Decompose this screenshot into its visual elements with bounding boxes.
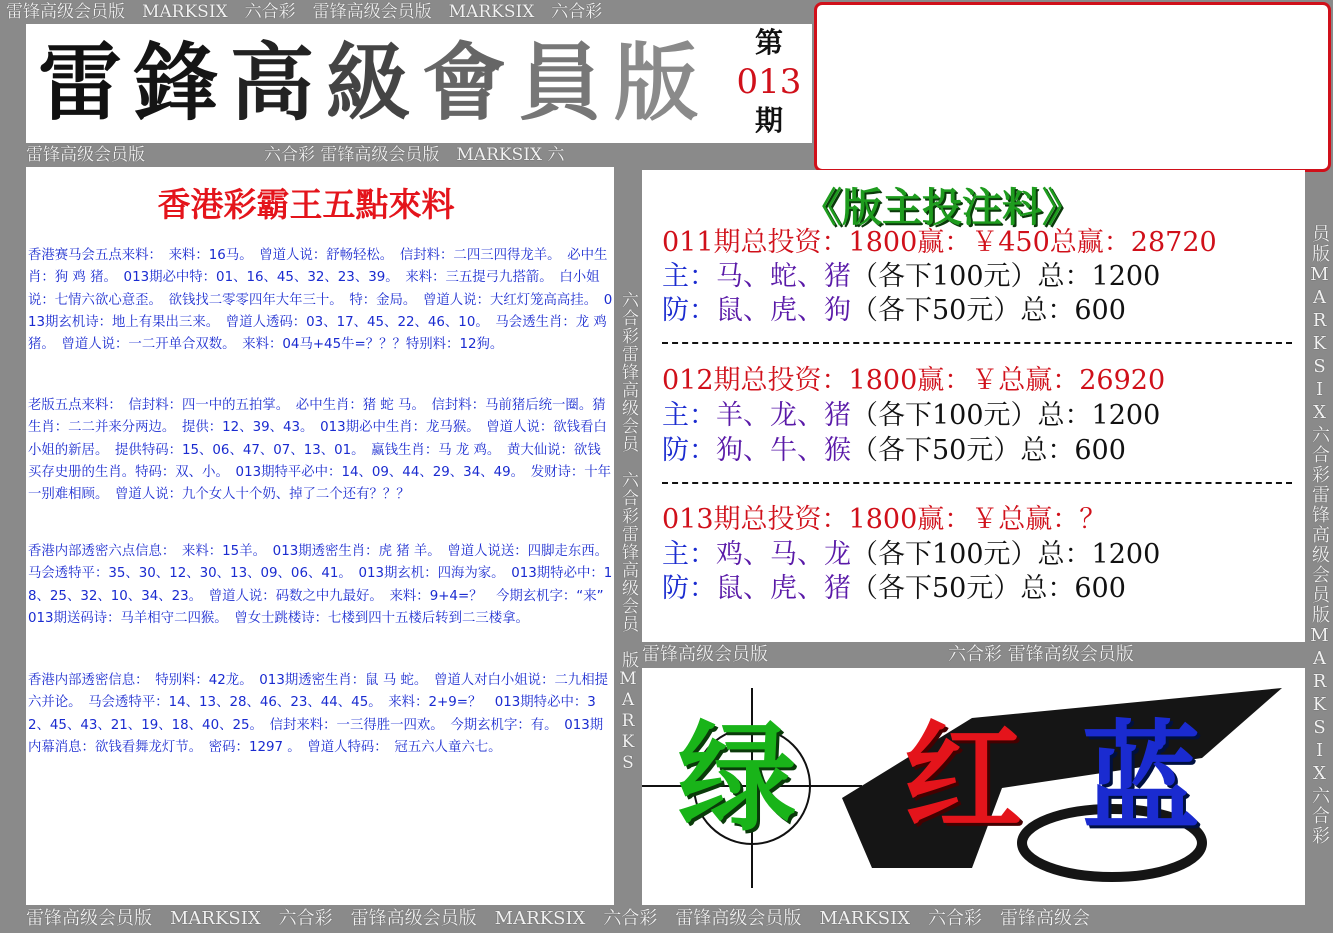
defense-picks-row	[662, 434, 1126, 468]
paragraph: 香港内部透密六点信息： 来料：15羊。 013期透密生肖：虎 猪 羊。 曾道人说送：四脚走东西。 马会透特平：35、30、12、30、13、09、06、41。 013期玄机：四海为家。 013期特必中：18、25、32、10、34、23。 曾道人说：码数之中九最好。 来料：9+4=？ 今期玄机字：“来” 013期送码诗：马羊相守二四猴。 曾女士跳楼诗：七楼到四十五楼后转到二三楼拿。	[28, 544, 617, 626]
issue-prefix: 第	[754, 26, 783, 59]
main-label: 主：	[662, 261, 716, 292]
left-panel	[26, 167, 617, 905]
watermark-mid-right: 雷锋高级会员版 六合彩 雷锋高级会员版	[642, 644, 1134, 665]
paragraph: 老版五点来料： 信封料：四一中的五拍掌。 必中生肖：猪 蛇 马。 信封料：马前猪后统一圈。猜生肖：二二并来分两边。 提供：12、39、43。 013期必中生肖：龙马猴。 曾道人说：欲钱看白小姐的新居。 提供特码：15、06、47、07、13、01。 赢钱生肖：马 龙 鸡。 黄大仙说：欲钱买存史册的生肖。特码：双、小。 013期特平必中：14、09、44、29、34、49。 发财诗：十年一别难相顾。 曾道人说：九个女人十个奶、掉了二个还有？？？	[28, 398, 612, 503]
dashed-divider	[662, 342, 1292, 344]
defense-label: 防：	[662, 435, 716, 466]
section-summary: 013期总投资：1800赢：￥总赢：？	[662, 504, 1107, 535]
defense-picks-row	[662, 572, 1126, 606]
defense-picks: 鼠、虎、狗	[716, 295, 851, 326]
right-panel	[642, 170, 1305, 642]
defense-note: （各下50元）总：600	[851, 435, 1126, 466]
defense-label: 防：	[662, 295, 716, 326]
section-summary: 011期总投资：1800赢：￥450总赢：28720	[662, 227, 1217, 258]
color-wave-panel	[642, 668, 1305, 905]
watermark-center: 六合彩雷锋高级会员 六合彩雷锋高级会员 版MARKS	[618, 291, 638, 774]
main-note: （各下100元）总：1200	[851, 400, 1161, 431]
paragraph: 香港赛马会五点来料： 来料：16马。 曾道人说：舒畅轻松。 信封料：二四三四得龙羊。 必中生肖：狗 鸡 猪。 013期必中特：01、16、45、32、23、39。 来料：三五提弓九搭箭。 白小姐说：七情六欲心意歪。 欲钱找二零零四年大年三十。 特：金局。 曾道人说：大红灯笼高高挂。 013期玄机诗：地上有果出三来。 曾道人透码：03、17、45、22、46、10。 马会透生肖：龙 鸡 猪。 曾道人说：一二开单合双数。 来料：04马+45牛=？？？特别料：12狗。	[28, 248, 613, 353]
watermark-bottom: 雷锋高级会员版 MARKSIX 六合彩 雷锋高级会员版 MARKSIX 六合彩 雷锋高级会员版 MARKSIX 六合彩 雷锋高级会	[26, 908, 1091, 929]
right-panel-title: 《版主投注料》	[802, 185, 1082, 231]
main-picks: 鸡、马、龙	[716, 539, 851, 570]
title-char: 高	[230, 33, 315, 132]
main-picks-row	[662, 260, 1160, 294]
title-char: 級	[326, 33, 411, 132]
main-note: （各下100元）总：1200	[851, 261, 1161, 292]
title-char: 版	[614, 33, 699, 132]
main-picks: 羊、龙、猪	[716, 400, 851, 431]
dashed-divider	[662, 482, 1292, 484]
title-char: 鋒	[134, 33, 219, 132]
title-char: 會	[422, 33, 507, 132]
main-label: 主：	[662, 400, 716, 431]
watermark-top: 雷锋高级会员版 MARKSIX 六合彩 雷锋高级会员版 MARKSIX 六合彩	[6, 2, 603, 22]
paragraph: 香港内部透密信息： 特别料：42龙。 013期透密生肖：鼠 马 蛇。 曾道人对白小姐说：二九相提六并论。 马会透特平：14、13、28、46、23、44、45。 来料：2+9=？ 013期特必中：32、45、43、21、19、18、40、25。 信封来料：一三得胜一四欢。 今期玄机字：有。 013期内幕消息：欲钱看舞龙灯节。 密码：1297 。 曾道人特码： 冠五六人童六七。	[28, 673, 609, 755]
main-picks-row	[662, 538, 1160, 572]
defense-note: （各下50元）总：600	[851, 573, 1126, 604]
blue-char: 蓝	[1082, 709, 1201, 847]
left-panel-title: 香港彩霸王五點來料	[157, 185, 455, 224]
main-label: 主：	[662, 539, 716, 570]
main-note: （各下100元）总：1200	[851, 539, 1161, 570]
defense-picks-row	[662, 294, 1126, 328]
issue-suffix: 期	[754, 104, 783, 137]
section-summary: 012期总投资：1800赢：￥总赢：26920	[662, 365, 1166, 396]
header-banner	[26, 24, 812, 143]
watermark-right: 员版MARKSIX六合彩雷锋高级会员版MARKSIX六合彩	[1309, 224, 1330, 846]
main-picks-row	[662, 399, 1160, 433]
defense-label: 防：	[662, 573, 716, 604]
issue-number: 013	[736, 62, 802, 102]
blank-red-box	[814, 2, 1331, 172]
issue-block	[726, 24, 812, 143]
defense-note: （各下50元）总：600	[851, 295, 1126, 326]
main-picks: 马、蛇、猪	[716, 261, 851, 292]
defense-picks: 鼠、虎、猪	[716, 573, 851, 604]
watermark-middle: 雷锋高级会员版 六合彩 雷锋高级会员版 MARKSIX 六	[26, 145, 565, 165]
defense-picks: 狗、牛、猴	[716, 435, 851, 466]
red-char: 红	[904, 709, 1023, 847]
title-char: 員	[518, 33, 603, 132]
green-char: 绿	[678, 709, 797, 847]
title-char: 雷	[38, 33, 123, 132]
